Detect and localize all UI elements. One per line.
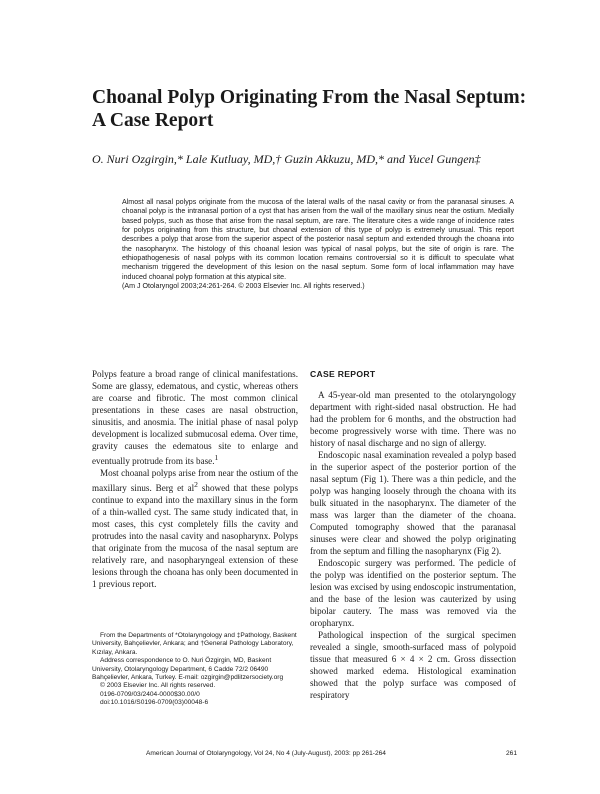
- case-paragraph-1: A 45-year-old man presented to the otolaryngology department with right-sided nasal obstruction. He had had the problem for 6 months, and the obstruction had become progressively worse with time. There was no history of nasal discharge and no sign of allergy.: [310, 390, 516, 448]
- article-title-line-1: Choanal Polyp Originating From the Nasal Septum:: [92, 87, 527, 108]
- section-heading-case-report: CASE REPORT: [310, 369, 376, 379]
- page-number: 261: [505, 750, 517, 757]
- citation-ref-2: 2: [194, 480, 198, 490]
- doi-note: doi:10.1016/S0196-0709(03)00048-6: [100, 699, 209, 707]
- correspondence-note: Address correspondence to O. Nuri Özgirgin, MD, Baskent University, Otolaryngology Department, 6 Cadde 72/2 06490 Bahçelievler, Ankara, Turkey. E-mail: ozgirgin@pdlitzersociety.org: [92, 657, 284, 682]
- abstract-body: Almost all nasal polyps originate from the mucosa of the lateral walls of the nasal cavity or from the paranasal sinuses. A choanal polyp is the intranasal portion of a cyst that has arisen from the wall of the maxillary sinus near the ostium. Medially based polyps, such as those that arise from the nasal septum, are rare. The literature cites a wide range of incidence rates for polyps originating from this structure, but choanal extension of this type of polyp is extremely unusual. This report describes a polyp that arose from the superior aspect of the posterior nasal septum and extended through the choana into the nasopharynx. The histology of this choanal lesion was typical of nasal polyps, but the site of origin is rare. The ethiopathogenesis of nasal polyps with its common location remains controversial so it is difficult to speculate what mechanism triggered the development of this lesion on the nasal septum. Some form of local inflammation may have induced choanal polyp formation at this atypical site.: [122, 198, 514, 281]
- journal-citation: American Journal of Otolaryngology, Vol 24, No 4 (July-August), 2003: pp 261-264: [146, 750, 386, 757]
- abstract: [122, 198, 514, 291]
- case-paragraph-2: Endoscopic nasal examination revealed a polyp based in the superior aspect of the posterior portion of the nasal septum (Fig 1). There was a thin pedicle, and the polyp was hanging loosely through the choana with its bulk situated in the nasopharynx. The diameter of the mass was larger than the diameter of the choana. Computed tomography showed that the paranasal sinuses were clear and showed the polyp originating from the septum and filling the nasopharynx (Fig 2).: [310, 450, 516, 556]
- article-title-line-2: A Case Report: [92, 110, 214, 131]
- case-paragraph-4: Pathological inspection of the surgical specimen revealed a single, smooth-surfaced mass of polypoid tissue that measured 6 × 4 × 2 cm. Gross dissection showed marked edema. Histological examination showed that the polyp surface was composed of respiratory: [310, 630, 516, 700]
- left-column: [92, 368, 298, 590]
- issn-note: 0196-0709/03/2404-0000$30.00/0: [100, 690, 200, 698]
- case-paragraph-3: Endoscopic surgery was performed. The pedicle of the polyp was identified on the posterior septum. The lesion was excised by using endoscopic instrumentation, and the base of the lesion was cauterized by using bipolar cautery. The mass was removed via the oropharynx.: [310, 558, 516, 628]
- abstract-citation: (Am J Otolaryngol 2003;24:261-264. © 2003 Elsevier Inc. All rights reserved.): [122, 282, 365, 291]
- affiliation-note: From the Departments of *Otolaryngology and ‡Pathology, Baskent University, Bahçelievler, Ankara; and †General Pathology Laboratory, Kızılay, Ankara.: [92, 632, 297, 656]
- affiliation-footnotes: [92, 632, 298, 708]
- citation-ref-1: 1: [214, 453, 219, 462]
- author-list: O. Nuri Ozgirgin,* Lale Kutluay, MD,† Guzin Akkuzu, MD,* and Yucel Gungen‡: [92, 152, 481, 166]
- intro-paragraph-2: Most choanal polyps arise from near the ostium of the maxillary sinus. Berg et $al^2$ showed that these polyps continue to expand into the maxillary sinus in the form of a thin-walled cyst. The same study indicated that, in most cases, this cyst completely fills the cavity and protrudes into the nasal cavity and nasopharynx. Polyps that originate from the mucosa of the nasal septum are relatively rare, and nasopharyngeal extension of these lesions through the choana has only been documented in 1 previous report.: [92, 468, 298, 590]
- right-column: [310, 368, 516, 701]
- article-title: [92, 86, 552, 132]
- intro-paragraph-1: Polyps feature a broad range of clinical manifestations. Some are glassy, edematous, and cystic, whereas others are coarse and fibrotic. The most common clinical presentations in these cases are nasal obstruction, sinusitis, and anosmia. The initial phase of nasal polyp development is localized submucosal edema. Over time, gravity causes the edematous site to enlarge and eventually protrude from its base.$^1$: [92, 369, 298, 467]
- copyright-note: © 2003 Elsevier Inc. All rights reserved.: [100, 682, 216, 690]
